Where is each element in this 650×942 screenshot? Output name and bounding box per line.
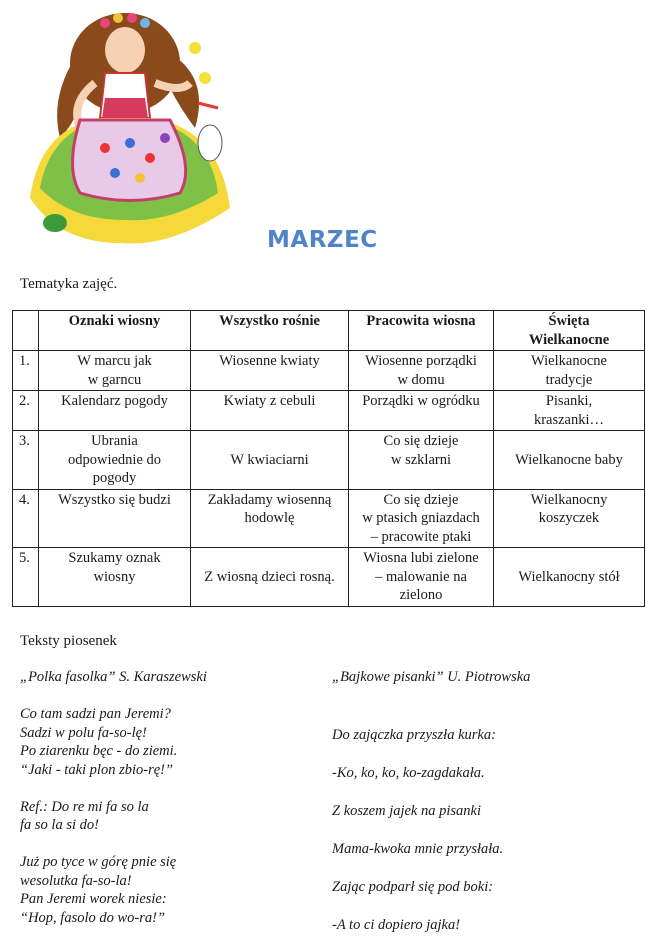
table-cell: Wiosenne kwiaty — [191, 351, 349, 391]
table-cell: 1. — [13, 351, 39, 391]
table-cell: Wielkanocne baby — [494, 431, 645, 490]
song-bajkowe-pisanki — [332, 668, 530, 934]
table-cell: Pisanki, kraszanki… — [494, 391, 645, 431]
table-row — [13, 391, 645, 431]
table-cell: Wielkanocne tradycje — [494, 351, 645, 391]
song-line: Mama-kwoka mnie przysłała. — [332, 840, 504, 857]
song-line: “Hop, fasolo do wo-ra!” — [20, 909, 166, 926]
table-header-cell: Oznaki wiosny — [39, 311, 191, 351]
song-line: Ref.: Do re mi fa so la — [20, 798, 149, 815]
song-line: -Ko, ko, ko, ko-zagdakała. — [332, 764, 485, 781]
table-cell: 3. — [13, 431, 39, 490]
song-line: -A to ci dopiero jajka! — [332, 916, 461, 933]
table-row — [13, 351, 645, 391]
song-line: Zając podparł się pod boki: — [332, 878, 494, 895]
song-title: „Bajkowe pisanki” U. Piotrowska — [332, 669, 531, 685]
table-cell: Ubrania odpowiednie do pogody — [39, 431, 191, 490]
table-header-cell: Wszystko rośnie — [191, 311, 349, 351]
table-cell: Zakładamy wiosenną hodowlę — [191, 489, 349, 548]
table-row — [13, 548, 645, 607]
table-cell: 4. — [13, 489, 39, 548]
song-line: Do zajączka przyszła kurka: — [332, 726, 496, 743]
table-cell: Wiosna lubi zielone – malowanie na zielono — [349, 548, 494, 607]
spring-girl-illustration-icon — [20, 8, 235, 248]
song-line: fa so la si do! — [20, 817, 99, 833]
song-line: “Jaki - taki plon zbio-rę!” — [20, 761, 174, 778]
table-cell: Kwiaty z cebuli — [191, 391, 349, 431]
songs-label: Teksty piosenek — [20, 633, 117, 649]
table-cell: Z wiosną dzieci rosną. — [191, 548, 349, 607]
song-line: Po ziarenku bęc - do ziemi. — [20, 743, 178, 759]
table-row — [13, 431, 645, 490]
table-cell: W marcu jak w garncu — [39, 351, 191, 391]
table-header-cell: Pracowita wiosna — [349, 311, 494, 351]
table-cell: Porządki w ogródku — [349, 391, 494, 431]
table-row — [13, 489, 645, 548]
table-header-cell — [13, 311, 39, 351]
table-header-row — [13, 311, 645, 351]
song-title: „Polka fasolka” S. Karaszewski — [20, 669, 207, 685]
song-line: wesolutka fa-so-la! — [20, 872, 132, 889]
song-line: Sadzi w polu fa-so-lę! — [20, 724, 147, 741]
table-cell: Wielkanocny koszyczek — [494, 489, 645, 548]
song-line: Z koszem jajek na pisanki — [332, 802, 482, 819]
page-title: MARZEC — [267, 227, 378, 253]
topics-table — [12, 310, 645, 607]
song-line: Już po tyce w górę pnie się — [20, 854, 177, 870]
table-header-cell: Święta Wielkanocne — [494, 311, 645, 351]
table-cell: 2. — [13, 391, 39, 431]
table-cell: Co się dzieje w ptasich gniazdach – pracowite ptaki — [349, 489, 494, 548]
song-polka-fasolka — [20, 668, 207, 927]
table-cell: Wielkanocny stół — [494, 548, 645, 607]
table-cell: 5. — [13, 548, 39, 607]
table-cell: Kalendarz pogody — [39, 391, 191, 431]
topics-label: Tematyka zajęć. — [20, 276, 118, 292]
song-line: Pan Jeremi worek niesie: — [20, 891, 167, 907]
table-cell: Wszystko się budzi — [39, 489, 191, 548]
song-line: Co tam sadzi pan Jeremi? — [20, 706, 171, 722]
table-cell: Szukamy oznak wiosny — [39, 548, 191, 607]
table-cell: W kwiaciarni — [191, 431, 349, 490]
table-cell: Co się dzieje w szklarni — [349, 431, 494, 490]
table-cell: Wiosenne porządki w domu — [349, 351, 494, 391]
